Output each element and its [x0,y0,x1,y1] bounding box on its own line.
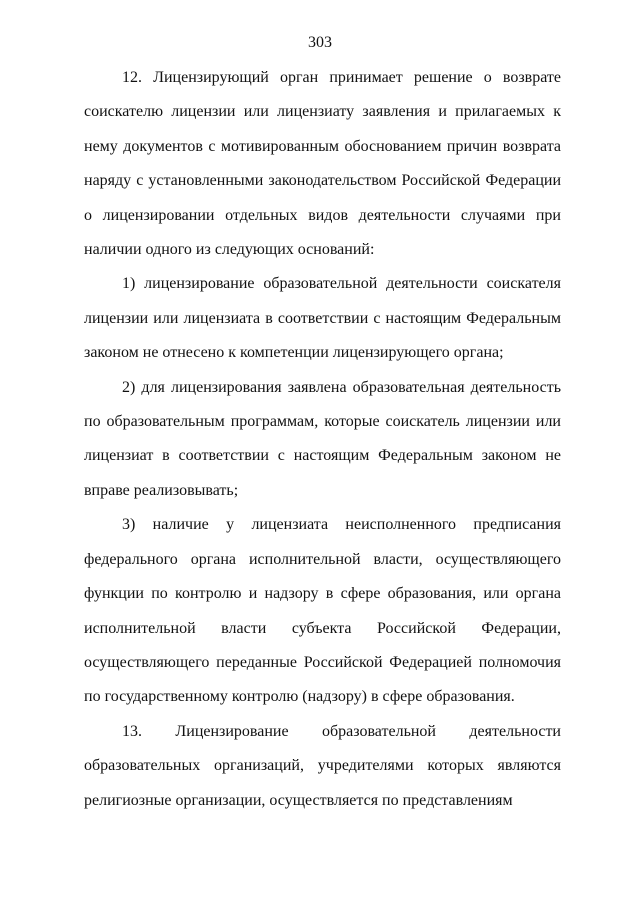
paragraph-13: 13. Лицензирование образовательной деятельности образовательных организаций, учредителями которых являются религиозные организации, осуществляется по представлениям [84,722,561,809]
paragraph-12-item-2: 2) для лицензирования заявлена образовательная деятельность по образовательным программам, которые соискатель лицензии или лицензиат в соответствии с настоящим Федеральным законом не вправе реализовывать; [84,378,561,499]
page-number: 303 [308,34,332,51]
document-body [84,61,561,818]
paragraph-12-item-3: 3) наличие у лицензиата неисполненного предписания федерального органа исполнительной власти, осуществляющего функции по контролю и надзору в сфере образования, или органа исполнительной власти субъекта Российской Федерации, осуществляющего переданные Российской Федерацией полномочия по государственному контролю (надзору) в сфере образования. [84,516,561,706]
paragraph-12-item-1: 1) лицензирование образовательной деятельности соискателя лицензии или лицензиата в соответствии с настоящим Федеральным законом не отнесено к компетенции лицензирующего органа; [84,275,561,362]
paragraph-12: 12. Лицензирующий орган принимает решение о возврате соискателю лицензии или лицензиату заявления и прилагаемых к нему документов с мотивированным обоснованием причин возврата наряду с установленными законодательством Российской Федерации о лицензировании отдельных видов деятельности случаями при наличии одного из следующих оснований: [84,69,561,259]
